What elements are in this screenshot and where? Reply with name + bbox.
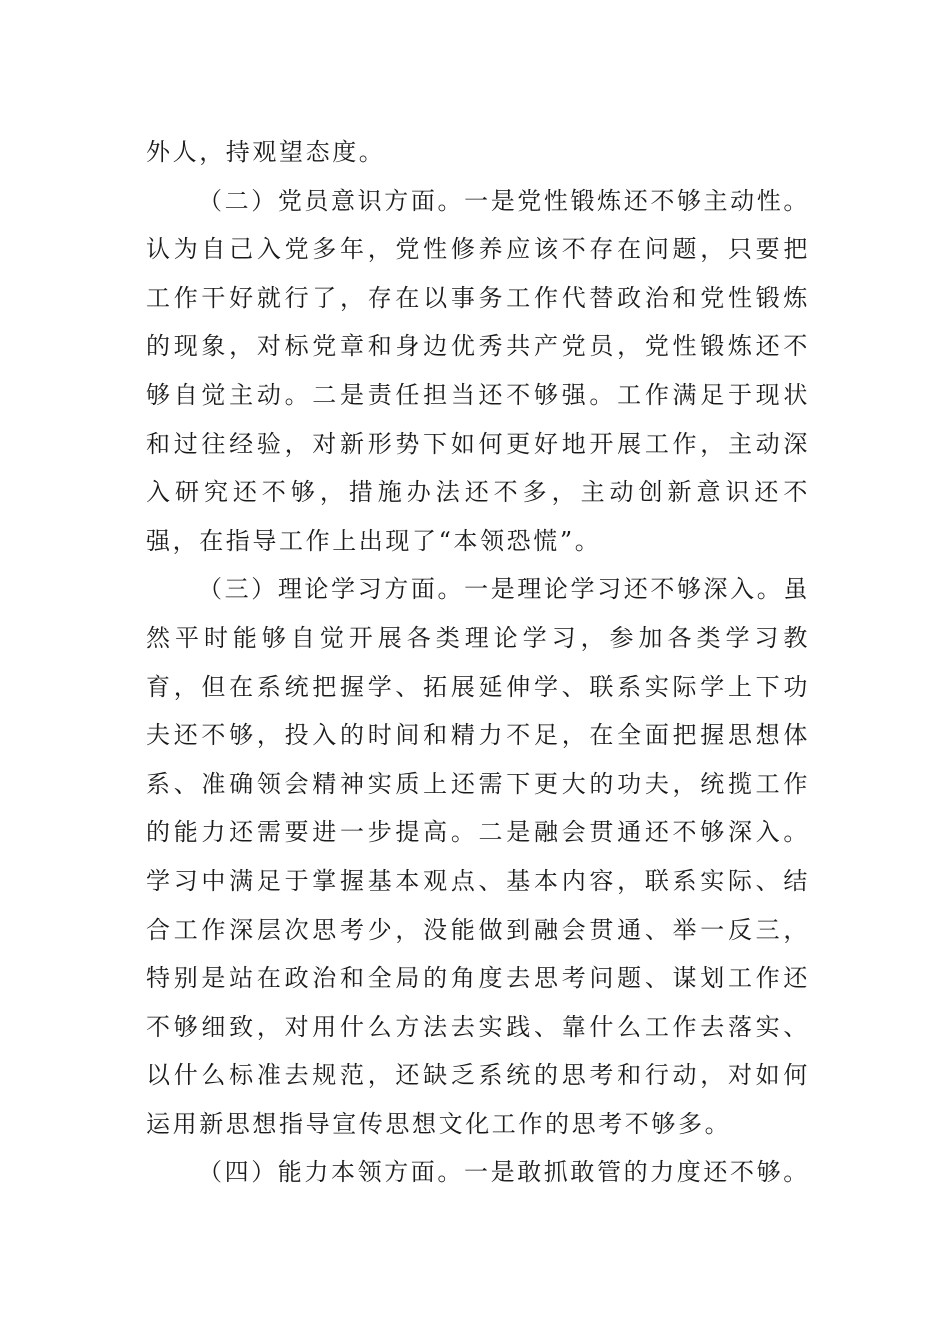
paragraph-theory-study: （三）理论学习方面。一是理论学习还不够深入。虽然平时能够自觉开展各类理论学习，参加各类学习教育，但在系统把握学、拓展延伸学、联系实际学上下功夫还不够，投入的时间和精力不足，在全面把握思想体系、准确领会精神实质上还需下更大的功夫，统揽工作的能力还需要进一步提高。二是融会贯通还不够深入。学习中满足于掌握基本观点、基本内容，联系实际、结合工作深层次思考少，没能做到融会贯通、举一反三，特别是站在政治和全局的角度去思考问题、谋划工作还不够细致，对用什么方法去实践、靠什么工作去落实、以什么标准去规范，还缺乏系统的思考和行动，对如何运用新思想指导宣传思想文化工作的思考不够多。 [146, 575, 810, 1138]
document-body [146, 128, 810, 1197]
paragraph-continuation: 外人，持观望态度。 [146, 138, 386, 166]
paragraph-ability: （四）能力本领方面。一是敢抓敢管的力度还不够。 [198, 1158, 810, 1187]
paragraph-party-awareness: （二）党员意识方面。一是党性锻炼还不够主动性。认为自己入党多年，党性修养应该不存在问题，只要把工作干好就行了，存在以事务工作代替政治和党性锻炼的现象，对标党章和身边优秀共产党员，党性锻炼还不够自觉主动。二是责任担当还不够强。工作满足于现状和过往经验，对新形势下如何更好地开展工作，主动深入研究还不够，措施办法还不多，主动创新意识还不强，在指导工作上出现了“本领恐慌”。 [146, 186, 810, 555]
